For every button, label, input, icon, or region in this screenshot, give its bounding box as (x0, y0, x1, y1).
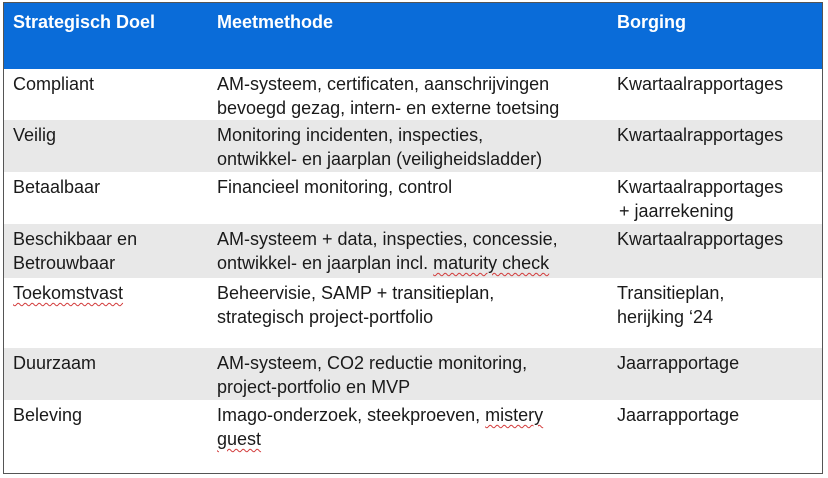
meet-text: Financieel monitoring, control (217, 177, 453, 197)
cell-doel (4, 120, 209, 172)
meet-text: bevoegd gezag, intern- en externe toetsing (217, 98, 560, 118)
cell-meetmethode (209, 172, 609, 224)
cell-doel (4, 172, 209, 224)
meet-text: project-portfolio en MVP (217, 377, 411, 397)
doel-text: Duurzaam (13, 353, 97, 373)
header-strategisch-doel: Strategisch Doel (13, 12, 156, 32)
cell-meetmethode (209, 120, 609, 172)
doel-text: Betrouwbaar (13, 253, 116, 273)
cell-doel (4, 348, 209, 400)
cell-doel (4, 400, 209, 451)
meet-text: AM-systeem, CO2 reductie monitoring, (217, 353, 528, 373)
table-row (4, 224, 822, 278)
meet-text: AM-systeem, certificaten, aanschrijvingen (217, 74, 550, 94)
borging-text: Kwartaalrapportages (617, 177, 784, 197)
table-row (4, 120, 822, 172)
borging-text: Kwartaalrapportages (617, 229, 784, 249)
meet-text-line (217, 251, 601, 275)
meet-text-spellcheck: mistery (485, 405, 544, 425)
meet-text: ontwikkel- en jaarplan incl. (217, 253, 434, 273)
header-meetmethode: Meetmethode (217, 12, 334, 32)
table-row (4, 348, 822, 400)
meet-text-line (217, 427, 601, 451)
borging-text: Jaarrapportage (617, 405, 740, 425)
cell-borging (609, 69, 822, 120)
doel-text-spellcheck: Toekomstvast (13, 283, 124, 303)
meet-text: Beheervisie, SAMP + transitieplan, (217, 283, 495, 303)
cell-meetmethode (209, 278, 609, 348)
meet-text: strategisch project-portfolio (217, 307, 434, 327)
cell-doel (4, 278, 209, 348)
borging-text: + jaarrekening (619, 201, 734, 221)
meet-text-spellcheck: maturity check (433, 253, 550, 273)
borging-text: Kwartaalrapportages (617, 125, 784, 145)
doel-text: Veilig (13, 125, 57, 145)
cell-meetmethode (209, 69, 609, 120)
cell-borging (609, 348, 822, 400)
cell-borging (609, 278, 822, 348)
meet-text: ontwikkel- en jaarplan (veiligheidsladder) (217, 149, 543, 169)
table-header-row (4, 3, 822, 69)
borging-text: Transitieplan, (617, 283, 725, 303)
cell-meetmethode (209, 400, 609, 451)
meet-text: AM-systeem + data, inspecties, concessie, (217, 229, 558, 249)
meet-text: Monitoring incidenten, inspecties, (217, 125, 484, 145)
cell-doel (4, 69, 209, 120)
strategy-table (4, 3, 822, 451)
cell-borging (609, 400, 822, 451)
cell-doel (4, 224, 209, 278)
cell-borging (609, 172, 822, 224)
header-borging: Borging (617, 12, 686, 32)
cell-borging (609, 224, 822, 278)
doel-text-line (13, 281, 201, 305)
borging-text: Kwartaalrapportages (617, 74, 784, 94)
table-row (4, 400, 822, 451)
table-row (4, 278, 822, 348)
cell-borging (609, 120, 822, 172)
borging-text: Jaarrapportage (617, 353, 740, 373)
table-row (4, 69, 822, 120)
doel-text: Compliant (13, 74, 95, 94)
cell-meetmethode (209, 348, 609, 400)
cell-meetmethode (209, 224, 609, 278)
meet-text: Imago-onderzoek, steekproeven, (217, 405, 486, 425)
strategy-table-frame (3, 2, 823, 474)
doel-text: Beleving (13, 405, 83, 425)
table-row (4, 172, 822, 224)
doel-text: Beschikbaar en (13, 229, 138, 249)
borging-text: herijking ‘24 (617, 307, 714, 327)
meet-text-line (217, 403, 601, 427)
doel-text: Betaalbaar (13, 177, 101, 197)
meet-text-spellcheck: guest (217, 429, 262, 449)
